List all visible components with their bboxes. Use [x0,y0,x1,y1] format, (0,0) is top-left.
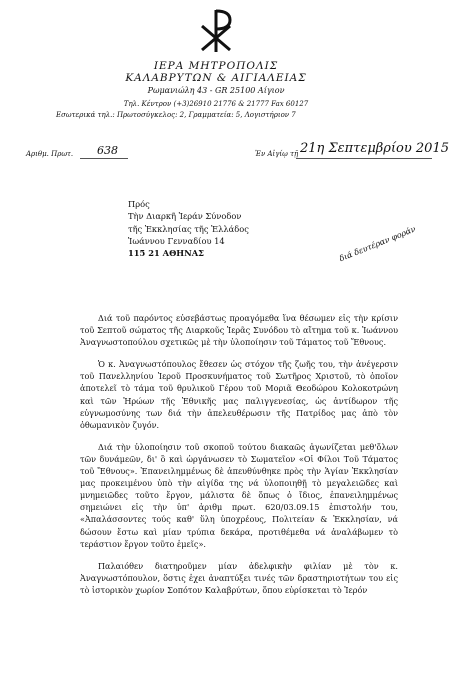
protocol-label: Αριθμ. Πρωτ. [26,150,74,158]
date-value: 21η Σεπτεμβρίου 2015 [300,141,449,156]
body-paragraph-2: Ὁ κ. Ἀναγνωστόπουλος ἔθεσεν ὡς στόχον τῆς ζωῆς του, τὴν ἀνέγερσιν τοῦ Πανελληνίου Ἱεροῦ Προσκυνήματος τοῦ Σωτῆρος Χριστοῦ, τὸ ὁποῖον ἀποτελεῖ τὸ τάμα τοῦ θρυλικοῦ Γέρου τοῦ Μοριᾶ Θεοδώρου Κολοκοτρώνη καὶ τῶν Ἡρώων τῆς Ἐθνικῆς μας παλιγγενεσίας, ὡς ἀντίδωρον τῆς εὐγνωμοσύνης των διά τὴν ἀπελευθέρωσιν τῆς Πατρίδος μας ἀπὸ τὸν ὀθωμανικὸν ζυγόν. [80,359,398,430]
letterhead-address: Ρωμανιώλη 43 - GR 25100 Αίγιον [147,86,285,95]
body-paragraph-3: Διά τὴν ὑλοποίησιν τοῦ σκοποῦ τούτου διακαῶς ἀγωνίζεται μεθ'ὅλων τῶν δυνάμεῶν, δι' ὃ καὶ ὡργάνωσεν τὸ Σωματεῖον «Οἱ Φίλοι Τοῦ Τάματος τοῦ Ἔθνους». Ἐπανειλημμένως δὲ ἀπευθύνθηκε πρὸς τὴν Ἁγίαν Ἐκκλησίαν μας προκειμένου ὑπὸ τὴν αἰγίδα της νά ὑλοποιηθῇ τὸ μεγαλειῶδες καὶ μνημειῶδες τοῦτο ἔργον, μάλιστα δὲ ὅπως ὁ ἴδιος, ἐπανειλημμένως σημειώνει εἰς τὴν ὑπ' ἀριθμ πρωτ. 620/03.09.15 ἐπιστολήν του, «Ἀπαλάσσοντες τούς καθ' ὕλη ὑποχρέους, Πολιτείαν & Ἐκκλησίαν, νά δώσουν ἔστω καὶ μίαν τρύπια δεκάρα, προτιθέμεθα νά ἀναλάβωμεν τὸ τεράστιον ἔργον τοῦτο ἐμεῖς». [80,441,398,549]
letter-body [80,312,398,606]
body-paragraph-1: Διά τοῦ παρόντος εὐσεβάστως προαγόμεθα ἵνα θέσωμεν εἰς τὴν κρίσιν τοῦ Σεπτοῦ σώματος τῆς Διαρκοῦς Ἱερᾶς Συνόδου τὸ αἴτημα τοῦ κ. Ἰωάννου Ἀναγνωστοπούλου σχετικῶς μὲ τὴν ὑλοποίησιν τοῦ Τάματος τοῦ Ἔθνους. [80,313,398,348]
address-line3: Ἰωάννου Γενναδίου 14 [128,236,225,246]
protocol-rule [80,158,128,159]
address-to: Πρός [128,199,150,209]
address-line1: Τὴν Διαρκῆ Ἱεράν Σύνοδον [128,211,242,221]
address-line2: τῆς Ἐκκλησίας τῆς Ἑλλάδος [128,224,249,234]
date-rule [296,158,432,159]
date-label: Ἐν Αἰγίῳ τῇ [255,150,299,158]
letterhead-extensions: Εσωτερικά τηλ.: Πρωτοσύγκελος: 2, Γραμματεία: 5, Λογιστήριον 7 [56,111,296,119]
body-paragraph-4: Παλαιόθεν διατηροῦμεν μίαν ἀδελφικὴν φιλίαν μὲ τὸν κ. Ἀναγνωστόπουλον, ὅστις ἐχει ἀναπτύξει τινές τῶν δραστηριοτήτων του εἰς τὸ ἱστορικὸν χωρίον Σοπότον Καλαβρύτων, ὅπου εὑρίσκεται τὸ Ἱερόν [80,560,398,595]
letterhead-subtitle: ΚΑΛΑΒΡΥΤΩΝ & ΑΙΓΙΑΛΕΙΑΣ [125,72,307,84]
address-line4: 115 21 ΑΘΗΝΑΣ [128,248,205,258]
letterhead-title: ΙΕΡΑ ΜΗΤΡΟΠΟΛΙΣ [153,60,279,72]
protocol-number: 638 [97,144,118,157]
chi-rho-logo-icon [196,6,236,54]
handwritten-margin-note: διά δευτέραν φοράν [338,224,417,264]
letterhead-phone: Τηλ. Κέντρον (+3)26910 21776 & 21777 Fax 60127 [123,100,309,108]
